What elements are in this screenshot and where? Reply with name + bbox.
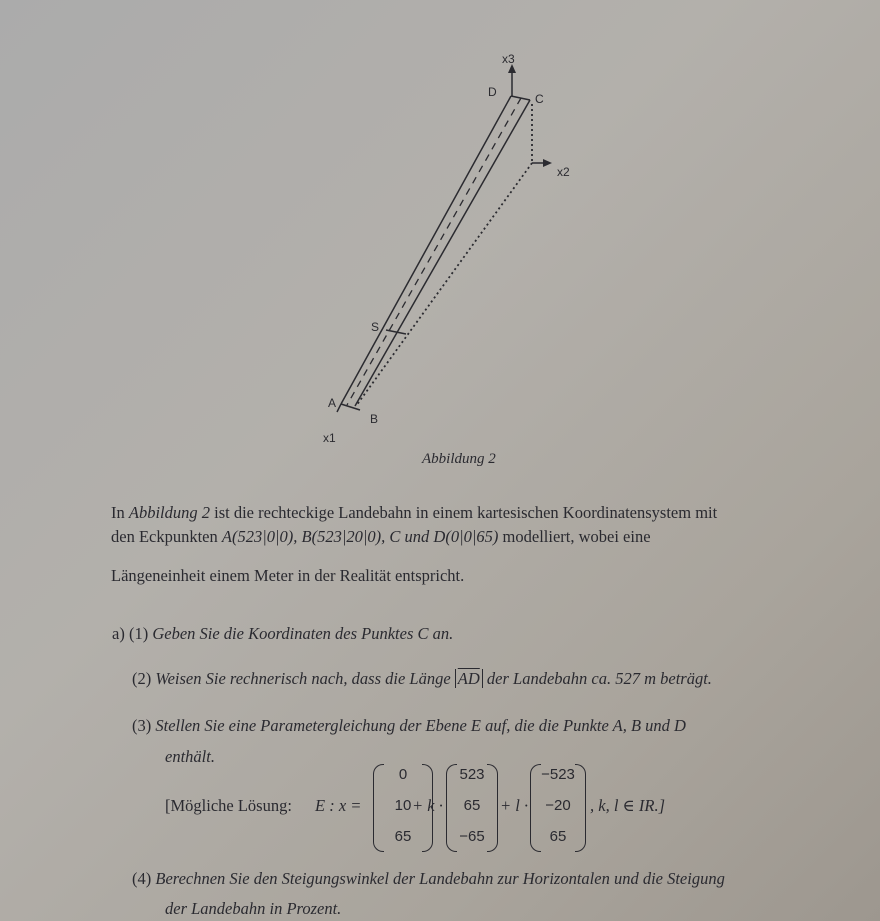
task-a3-line-2: enthält.	[165, 747, 215, 766]
label-c: C	[535, 92, 544, 106]
task-a4-line-1: (4) Berechnen Sie den Steigungswinkel der Landebahn zur Horizontalen und die Steigung	[132, 869, 725, 888]
dotted-hidden-edge	[356, 163, 532, 406]
dashed-centerline	[347, 98, 521, 405]
edge-b-c	[355, 100, 530, 406]
vector-3: −523 −20 65	[530, 764, 586, 850]
label-d: D	[488, 85, 497, 99]
label-b: B	[370, 412, 379, 426]
vector-2: 523 65 −65	[446, 764, 498, 850]
edge-a-d	[341, 96, 511, 404]
intro-line-2: den Eckpunkten A(523|0|0), B(523|20|0), C und D(0|0|65) modelliert, wobei eine	[111, 527, 651, 546]
task-a2: (2) Weisen Sie rechnerisch nach, dass die Länge $\overline{AD}$ der Landebahn ca. 527 m beträgt.	[132, 669, 712, 688]
x1-axis	[337, 404, 341, 412]
x2-axis-arrow	[543, 159, 552, 167]
task-a4-line-2: der Landebahn in Prozent.	[165, 899, 342, 918]
intro-line-1: In Abbildung 2 ist die rechteckige Landebahn in einem kartesischen Koordinatensystem mit	[111, 503, 718, 522]
label-x2: x2	[557, 165, 570, 179]
solution-op-l: + l ·	[500, 796, 529, 815]
vector-1: 0 10 65	[373, 764, 433, 850]
task-a3-line-1: (3) Stellen Sie eine Parametergleichung der Ebene E auf, die die Punkte A, B und D	[132, 716, 686, 735]
label-s: S	[371, 320, 380, 334]
figure-reference: Abbildung 2	[128, 503, 210, 522]
solution-suffix: , k, l ∈ IR.]	[590, 796, 665, 815]
edge-a-b	[341, 404, 360, 410]
task-a-label: a)	[112, 624, 125, 643]
label-x1: x1	[323, 431, 336, 445]
vector-ad: $\overline{AD}$	[455, 669, 483, 688]
intro-line-3: Längeneinheit einem Meter in der Realität entspricht.	[111, 566, 465, 585]
solution-op-k: + k ·	[412, 796, 443, 815]
figure-caption: Abbildung 2	[422, 451, 496, 467]
solution-eq: E : x =	[315, 796, 362, 815]
label-a: A	[328, 396, 337, 410]
label-x3: x3	[502, 52, 515, 66]
task-a1: a) (1) Geben Sie die Koordinaten des Punktes C an.	[112, 624, 454, 643]
corner-points: A(523|0|0), B(523|20|0), C und D(0|0|65)	[221, 527, 499, 546]
solution-prefix: [Mögliche Lösung:	[165, 796, 292, 815]
